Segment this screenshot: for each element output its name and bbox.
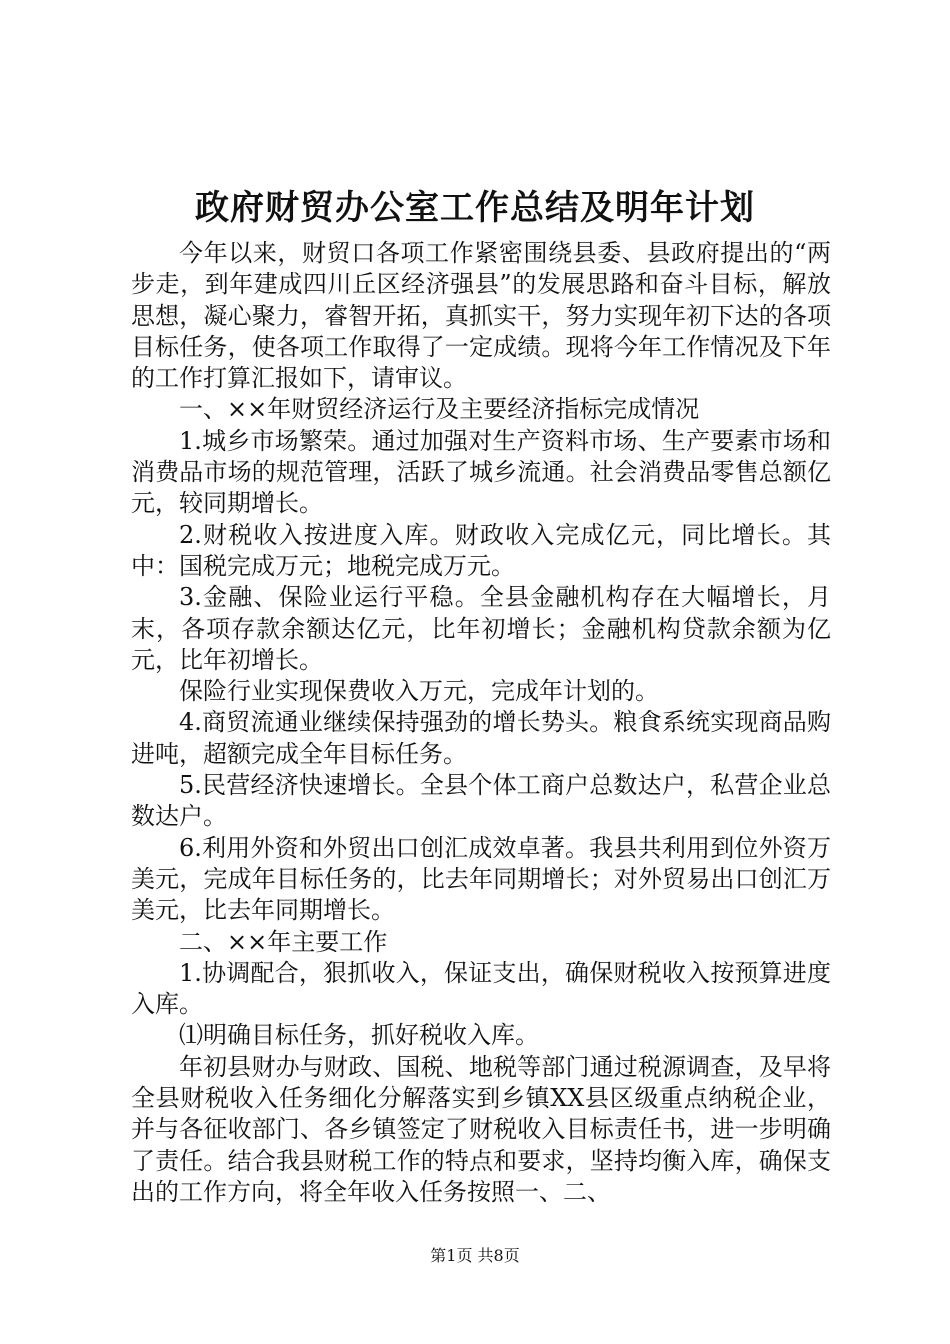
paragraph-item-5: 5.民营经济快速增长。全县个体工商户总数达户，私营企业总数达户。 bbox=[131, 771, 831, 831]
page-number: 第1页 共8页 bbox=[430, 1246, 520, 1265]
section-heading-1: 一、××年财贸经济运行及主要经济指标完成情况 bbox=[179, 395, 700, 424]
document-title: 政府财贸办公室工作总结及明年计划 bbox=[195, 188, 755, 228]
document-body bbox=[131, 238, 831, 1208]
paragraph-subitem-1: ⑴明确目标任务，抓好税收入库。 bbox=[179, 1021, 539, 1050]
paragraph-insurance: 保险行业实现保费收入万元，完成年计划的。 bbox=[179, 677, 659, 706]
paragraph-work-1: 1.协调配合，狠抓收入，保证支出，确保财税收入按预算进度入库。 bbox=[131, 958, 831, 1019]
paragraph-tax-detail: 年初县财办与财政、国税、地税等部门通过税源调查，及早将全县财税收入任务细化分解落实到乡镇XX县区级重点纳税企业，并与各征收部门、各乡镇签定了财税收入目标责任书，进一步明确了责任。结合我县财税工作的特点和要求，坚持均衡入库，确保支出的工作方向，将全年收入任务按照一、二、 bbox=[131, 1052, 831, 1206]
paragraph-item-4: 4.商贸流通业继续保持强劲的增长势头。粮食系统实现商品购进吨，超额完成全年目标任务。 bbox=[131, 708, 831, 768]
paragraph-item-1: 1.城乡市场繁荣。通过加强对生产资料市场、生产要素市场和消费品市场的规范管理，活跃了城乡流通。社会消费品零售总额亿元，较同期增长。 bbox=[131, 426, 831, 518]
paragraph-intro: 今年以来，财贸口各项工作紧密围绕县委、县政府提出的“两步走，到年建成四川丘区经济强县”的发展思路和奋斗目标，解放思想，凝心聚力，睿智开拓，真抓实干，努力实现年初下达的各项目标任务，使各项工作取得了一定成绩。现将今年工作情况及下年的工作打算汇报如下，请审议。 bbox=[131, 239, 831, 393]
paragraph-item-3: 3.金融、保险业运行平稳。全县金融机构存在大幅增长，月末，各项存款余额达亿元，比年初增长；金融机构贷款余额为亿元，比年初增长。 bbox=[131, 583, 831, 674]
section-heading-2: 二、××年主要工作 bbox=[179, 927, 388, 956]
paragraph-item-6: 6.利用外资和外贸出口创汇成效卓著。我县共利用到位外资万美元，完成年目标任务的，比去年同期增长；对外贸易出口创汇万美元，比去年同期增长。 bbox=[131, 833, 831, 925]
paragraph-item-2: 2.财税收入按进度入库。财政收入完成亿元，同比增长。其中：国税完成万元；地税完成万元。 bbox=[131, 520, 831, 580]
